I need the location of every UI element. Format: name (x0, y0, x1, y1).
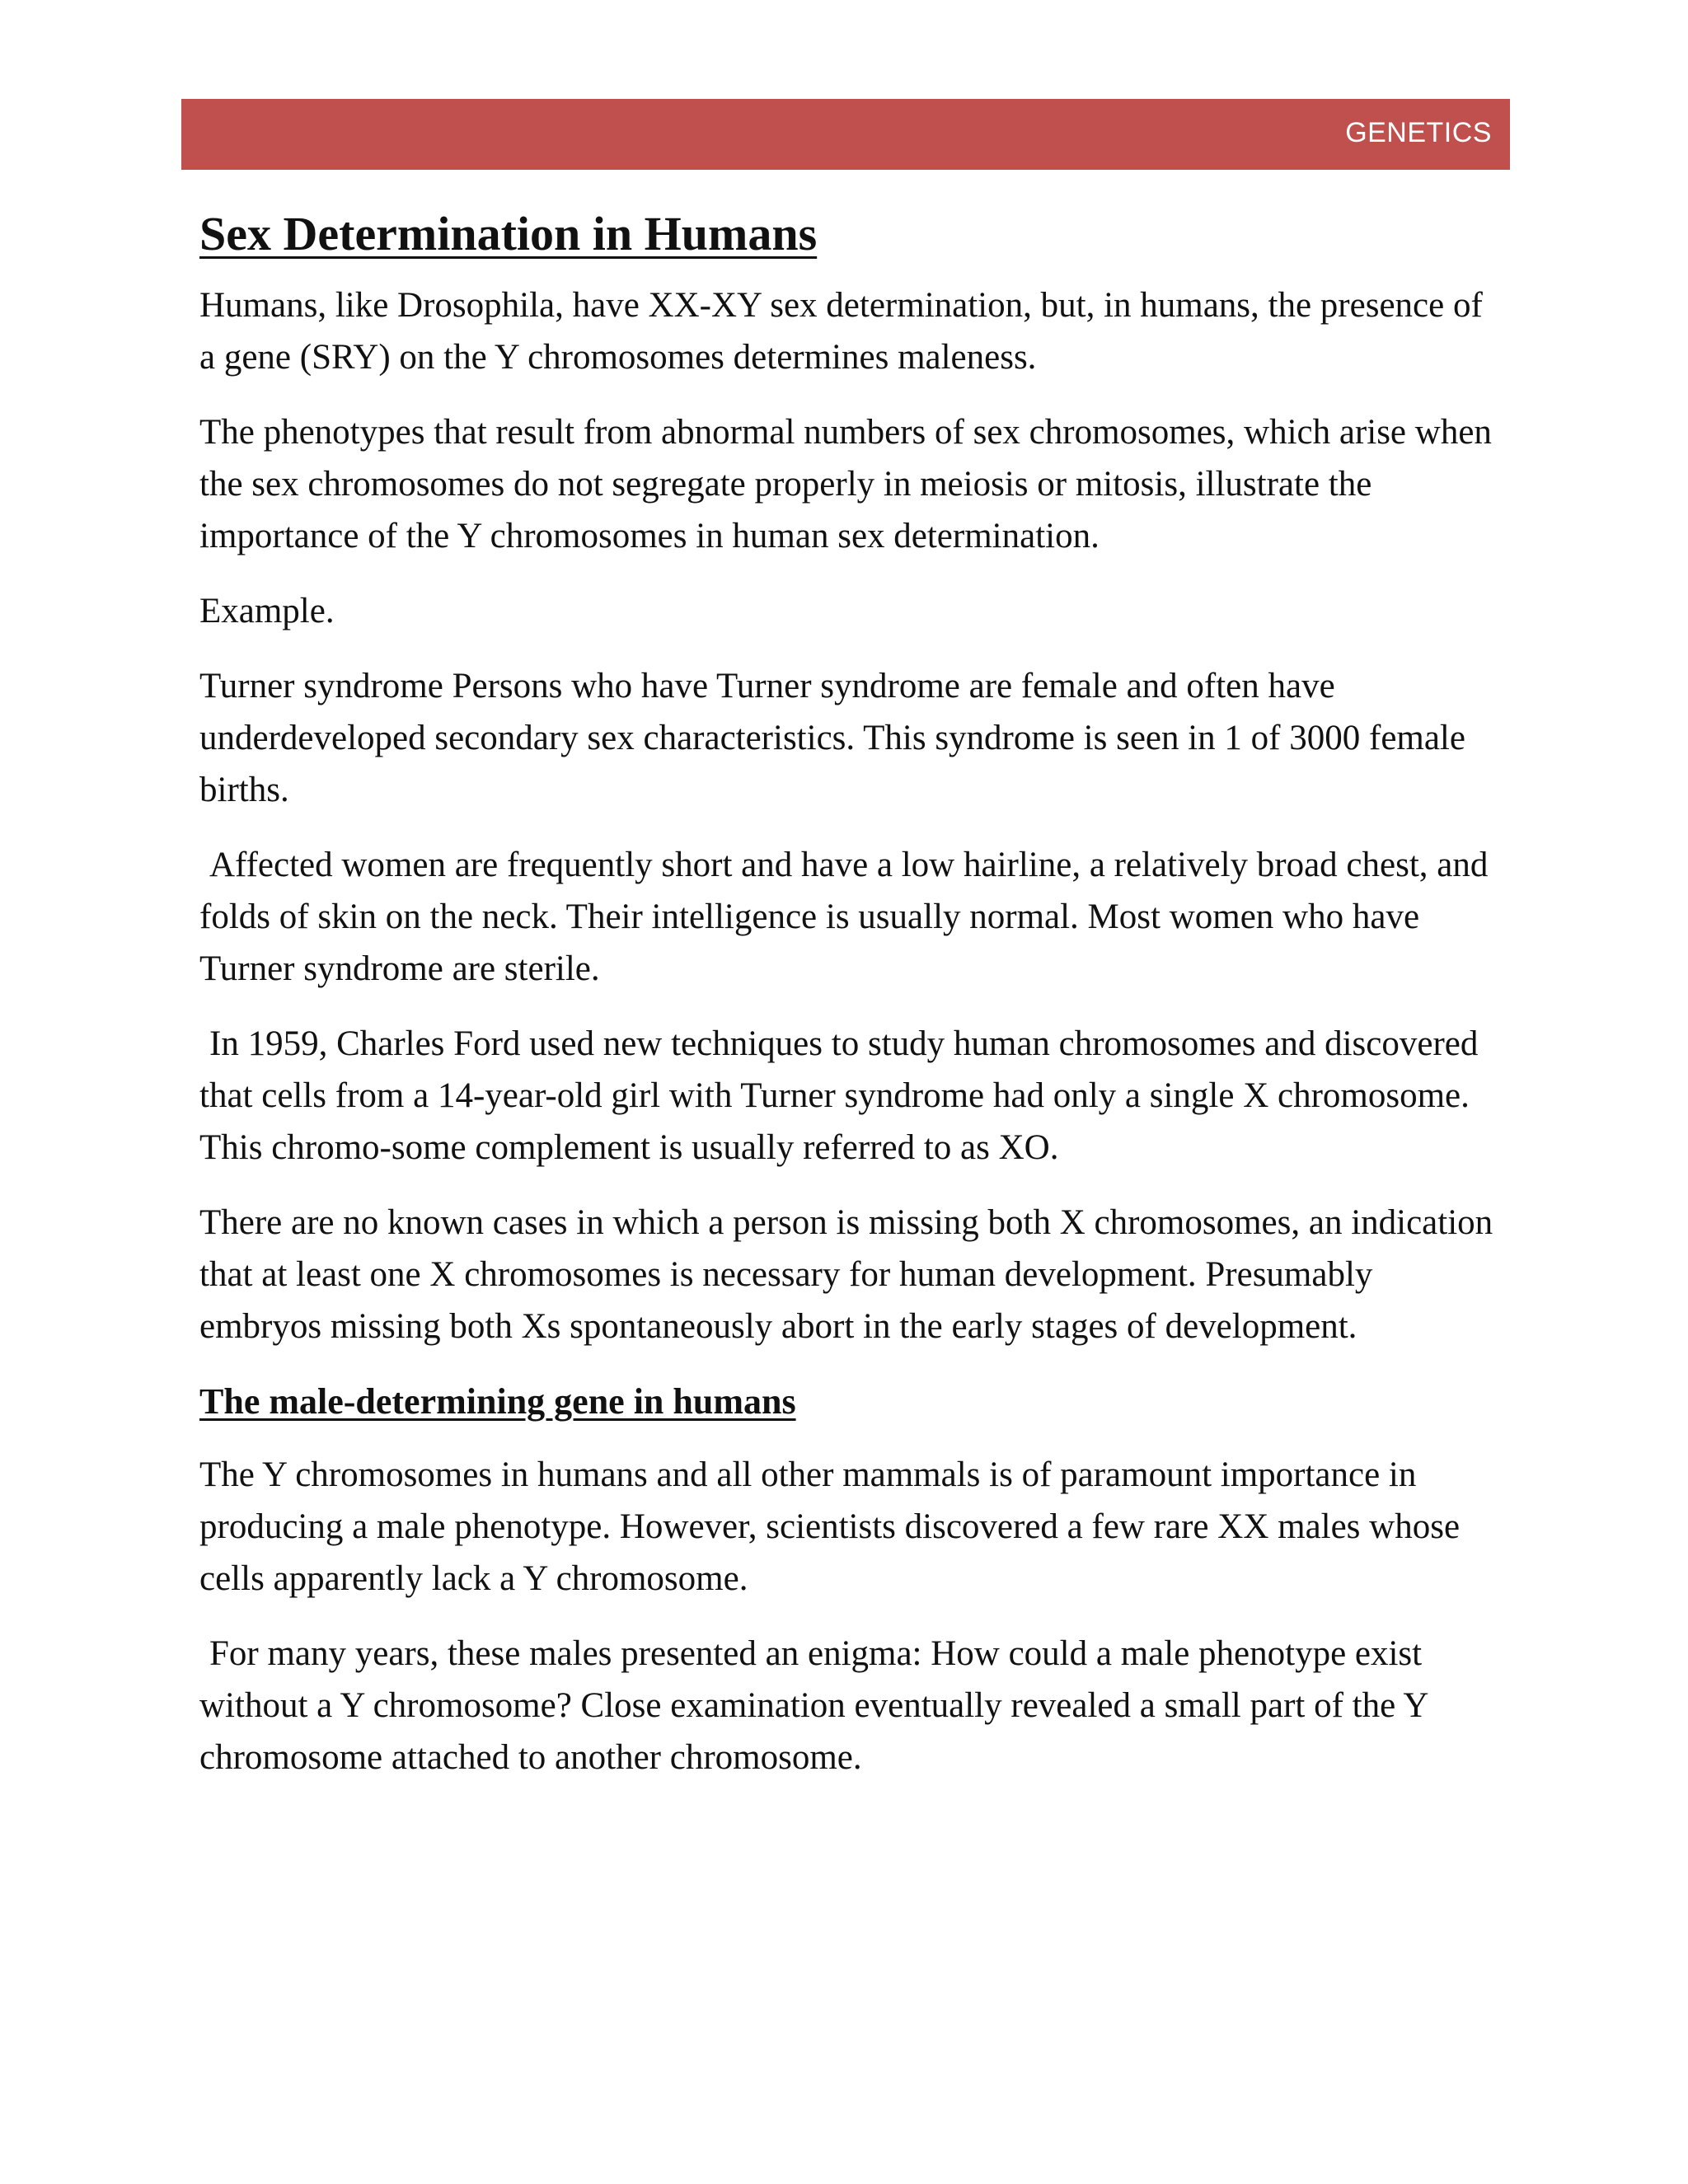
paragraph-enigma: For many years, these males presented an enigma: How could a male phenotype exist without a Y chromosome? Close examination eventually revealed a small part of the Y chromosome attached to another chromosome. (199, 1633, 1428, 1777)
paragraph-missing-x: There are no known cases in which a person is missing both X chromosomes, an indication that at least one X chromosomes is necessary for human development. Presumably embryos missing both Xs spontaneously abort in the early stages of development. (199, 1202, 1493, 1346)
paragraph-y-chromosome-importance: The Y chromosomes in humans and all other mammals is of paramount importance in producing a male phenotype. However, scientists discovered a few rare XX males whose cells apparently lack a Y chromosome. (199, 1455, 1461, 1598)
page-title: Sex Determination in Humans (199, 207, 818, 260)
paragraph-turner-syndrome: Turner syndrome Persons who have Turner syndrome are female and often have underdeveloped secondary sex characteristics. This syndrome is seen in 1 of 3000 female births. (199, 666, 1465, 809)
section-heading-male-determining-gene: The male-determining gene in humans (199, 1380, 796, 1422)
paragraph-charles-ford: In 1959, Charles Ford used new techniques to study human chromosomes and discovered that cells from a 14-year-old girl with Turner syndrome had only a single X chromosome. This chromo-some complement is usually referred to as XO. (199, 1024, 1479, 1167)
header-label: GENETICS (1345, 117, 1492, 148)
document-body (199, 204, 1502, 1807)
paragraph-affected-women: Affected women are frequently short and have a low hairline, a relatively broad chest, and folds of skin on the neck. Their intelligence is usually normal. Most women who have Turner syndrome are sterile. (199, 845, 1489, 988)
paragraph-example-label: Example. (199, 591, 335, 630)
paragraph-sry-intro: Humans, like Drosophila, have XX-XY sex determination, but, in humans, the presence of a gene (SRY) on the Y chromosomes determines maleness. (199, 285, 1483, 377)
header-band (181, 99, 1510, 170)
paragraph-abnormal-phenotypes: The phenotypes that result from abnormal numbers of sex chromosomes, which arise when the sex chromosomes do not segregate properly in meiosis or mitosis, illustrate the importance of the Y chromosomes in human sex determination. (199, 412, 1492, 555)
